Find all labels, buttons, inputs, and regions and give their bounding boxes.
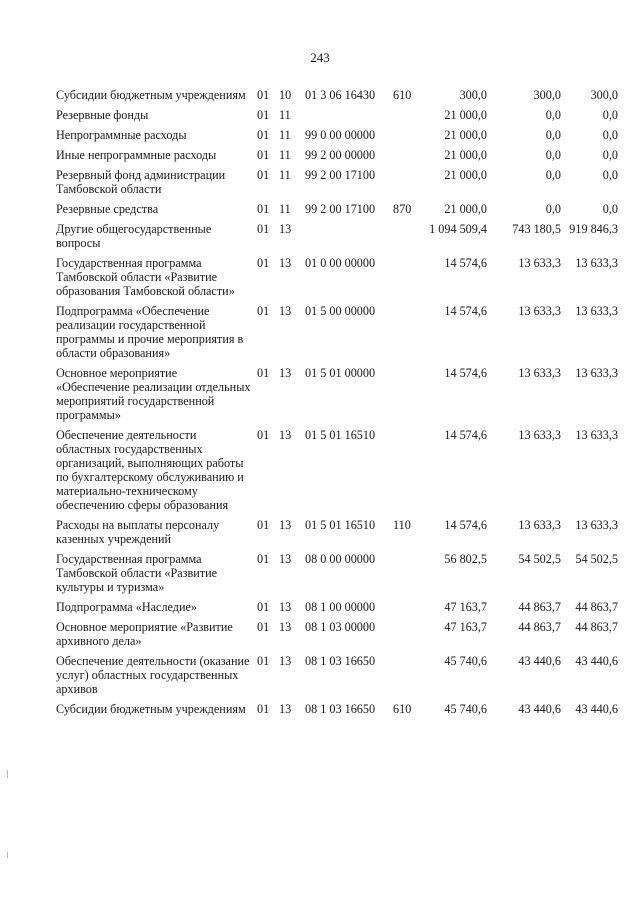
expense-type-code: 610: [393, 702, 412, 716]
amount-col-3: 13 633,3: [575, 518, 618, 532]
row-name: Расходы на выплаты персоналу казенных учреждений: [56, 518, 220, 546]
amount-col-2: 54 502,5: [518, 552, 561, 566]
amount-col-1: 1 094 509,4: [429, 222, 487, 236]
amount-col-1: 14 574,6: [444, 428, 487, 442]
budget-table: [0, 88, 640, 722]
section-code: 01: [257, 428, 270, 442]
amount-col-3: 54 502,5: [575, 552, 618, 566]
amount-col-3: 0,0: [602, 202, 618, 216]
expense-type-code: [393, 552, 415, 600]
section-code: 01: [257, 654, 270, 668]
amount-col-3: 43 440,6: [575, 654, 618, 668]
row-name: Субсидии бюджетным учреждениям: [56, 702, 246, 716]
section-code: 01: [257, 702, 270, 716]
amount-col-2: 13 633,3: [518, 256, 561, 270]
section-code: 01: [257, 620, 270, 634]
amount-col-3: 44 863,7: [575, 620, 618, 634]
row-name: Резервные фонды: [56, 108, 149, 122]
amount-col-1: 45 740,6: [444, 702, 487, 716]
amount-col-3: 13 633,3: [575, 256, 618, 270]
section-code: 01: [257, 168, 270, 182]
table-row: [0, 148, 640, 168]
amount-col-1: 21 000,0: [444, 202, 487, 216]
section-code: 01: [257, 202, 270, 216]
target-article-code: 01 5 00 00000: [305, 304, 376, 318]
subsection-code: 13: [279, 620, 292, 634]
amount-col-3: 0,0: [602, 148, 618, 162]
row-name: Подпрограмма «Обеспечение реализации государственной программы и прочие мероприятия в области образования»: [56, 304, 244, 360]
table-row: [0, 552, 640, 600]
expense-type-code: [393, 168, 415, 202]
amount-col-1: 21 000,0: [444, 168, 487, 182]
section-code: 01: [257, 88, 270, 102]
table-row: [0, 88, 640, 108]
amount-col-1: 14 574,6: [444, 304, 487, 318]
section-code: 01: [257, 366, 270, 380]
section-code: 01: [257, 256, 270, 270]
subsection-code: 11: [279, 108, 291, 122]
target-article-code: [297, 108, 393, 128]
subsection-code: 13: [279, 600, 292, 614]
subsection-code: 10: [279, 88, 292, 102]
amount-col-3: 44 863,7: [575, 600, 618, 614]
amount-col-2: 13 633,3: [518, 518, 561, 532]
amount-col-3: 13 633,3: [575, 428, 618, 442]
amount-col-3: 0,0: [602, 168, 618, 182]
row-name: Резервные средства: [56, 202, 159, 216]
subsection-code: 13: [279, 702, 292, 716]
target-article-code: 01 3 06 16430: [305, 88, 376, 102]
expense-type-code: [393, 304, 415, 366]
target-article-code: 08 1 03 16650: [305, 702, 376, 716]
target-article-code: 01 0 00 00000: [305, 256, 376, 270]
target-article-code: 99 0 00 00000: [305, 128, 376, 142]
amount-col-2: 0,0: [545, 128, 561, 142]
target-article-code: 99 2 00 17100: [305, 168, 376, 182]
subsection-code: 13: [279, 222, 292, 236]
amount-col-1: 45 740,6: [444, 654, 487, 668]
amount-col-2: 13 633,3: [518, 304, 561, 318]
amount-col-3: 13 633,3: [575, 366, 618, 380]
section-code: 01: [257, 108, 270, 122]
subsection-code: 13: [279, 552, 292, 566]
row-name: Государственная программа Тамбовской области «Развитие образования Тамбовской области»: [56, 256, 235, 298]
amount-col-2: 0,0: [545, 202, 561, 216]
amount-col-2: 0,0: [545, 168, 561, 182]
row-name: Обеспечение деятельности областных государственных организаций, выполняющих работы по бухгалтерскому обслуживанию и материально-техническому обеспечению сферы образования: [56, 428, 244, 512]
section-code: 01: [257, 304, 270, 318]
table-row: [0, 518, 640, 552]
target-article-code: 01 5 01 16510: [305, 428, 376, 442]
row-name: Иные непрограммные расходы: [56, 148, 217, 162]
subsection-code: 13: [279, 304, 292, 318]
amount-col-3: 43 440,6: [575, 702, 618, 716]
subsection-code: 13: [279, 428, 292, 442]
amount-col-1: 21 000,0: [444, 128, 487, 142]
target-article-code: [297, 222, 393, 256]
target-article-code: 01 5 01 00000: [305, 366, 376, 380]
amount-col-2: 0,0: [545, 148, 561, 162]
table-row: [0, 702, 640, 722]
expense-type-code: [393, 654, 415, 702]
amount-col-3: 13 633,3: [575, 304, 618, 318]
expense-type-code: [393, 428, 415, 518]
scan-margin-mark: [7, 770, 8, 778]
expense-type-code: [393, 600, 415, 620]
subsection-code: 11: [279, 168, 291, 182]
row-name: Другие общегосударственные вопросы: [56, 222, 212, 250]
amount-col-2: 44 863,7: [518, 600, 561, 614]
amount-col-1: 14 574,6: [444, 256, 487, 270]
expense-type-code: [393, 128, 415, 148]
scan-margin-mark: [7, 852, 8, 858]
amount-col-1: 14 574,6: [444, 366, 487, 380]
amount-col-1: 21 000,0: [444, 108, 487, 122]
amount-col-3: 0,0: [602, 108, 618, 122]
row-name: Субсидии бюджетным учреждениям: [56, 88, 246, 102]
table-row: [0, 108, 640, 128]
subsection-code: 13: [279, 366, 292, 380]
subsection-code: 11: [279, 202, 291, 216]
row-name: Резервный фонд администрации Тамбовской области: [56, 168, 226, 196]
target-article-code: 08 1 03 00000: [305, 620, 376, 634]
amount-col-1: 56 802,5: [444, 552, 487, 566]
amount-col-1: 14 574,6: [444, 518, 487, 532]
row-name: Подпрограмма «Наследие»: [56, 600, 198, 614]
row-name: Обеспечение деятельности (оказание услуг) областных государственных архивов: [56, 654, 250, 696]
target-article-code: 08 1 00 00000: [305, 600, 376, 614]
section-code: 01: [257, 222, 270, 236]
expense-type-code: [393, 620, 415, 654]
table-row: [0, 128, 640, 148]
table-row: [0, 654, 640, 702]
expense-type-code: [393, 108, 415, 128]
target-article-code: 08 1 03 16650: [305, 654, 376, 668]
expense-type-code: [393, 256, 415, 304]
amount-col-2: 743 180,5: [512, 222, 561, 236]
amount-col-2: 43 440,6: [518, 654, 561, 668]
expense-type-code: [393, 148, 415, 168]
table-row: [0, 222, 640, 256]
row-name: Государственная программа Тамбовской области «Развитие культуры и туризма»: [56, 552, 218, 594]
table-row: [0, 620, 640, 654]
amount-col-1: 21 000,0: [444, 148, 487, 162]
table-row: [0, 256, 640, 304]
amount-col-1: 300,0: [459, 88, 487, 102]
target-article-code: 99 2 00 17100: [305, 202, 376, 216]
section-code: 01: [257, 518, 270, 532]
section-code: 01: [257, 128, 270, 142]
table-row: [0, 304, 640, 366]
subsection-code: 11: [279, 148, 291, 162]
target-article-code: 01 5 01 16510: [305, 518, 376, 532]
amount-col-2: 13 633,3: [518, 366, 561, 380]
amount-col-3: 300,0: [590, 88, 618, 102]
table-row: [0, 428, 640, 518]
amount-col-3: 919 846,3: [569, 222, 618, 236]
amount-col-2: 300,0: [533, 88, 561, 102]
table-row: [0, 600, 640, 620]
amount-col-2: 13 633,3: [518, 428, 561, 442]
amount-col-2: 43 440,6: [518, 702, 561, 716]
subsection-code: 13: [279, 654, 292, 668]
amount-col-1: 47 163,7: [444, 620, 487, 634]
expense-type-code: 610: [393, 88, 412, 102]
amount-col-2: 0,0: [545, 108, 561, 122]
section-code: 01: [257, 148, 270, 162]
table-body: [0, 88, 640, 722]
table-row: [0, 202, 640, 222]
subsection-code: 13: [279, 518, 292, 532]
expense-type-code: 870: [393, 202, 412, 216]
amount-col-3: 0,0: [602, 128, 618, 142]
row-name: Основное мероприятие «Развитие архивного дела»: [56, 620, 233, 648]
table-row: [0, 168, 640, 202]
row-name: Непрограммные расходы: [56, 128, 187, 142]
subsection-code: 11: [279, 128, 291, 142]
page-number: 243: [310, 50, 330, 65]
section-code: 01: [257, 600, 270, 614]
expense-type-code: [393, 222, 415, 256]
target-article-code: 08 0 00 00000: [305, 552, 376, 566]
expense-type-code: [393, 366, 415, 428]
expense-type-code: 110: [393, 518, 411, 532]
amount-col-1: 47 163,7: [444, 600, 487, 614]
table-row: [0, 366, 640, 428]
subsection-code: 13: [279, 256, 292, 270]
row-name: Основное мероприятие «Обеспечение реализации отдельных мероприятий государственной программы»: [56, 366, 251, 422]
target-article-code: 99 2 00 00000: [305, 148, 376, 162]
section-code: 01: [257, 552, 270, 566]
amount-col-2: 44 863,7: [518, 620, 561, 634]
